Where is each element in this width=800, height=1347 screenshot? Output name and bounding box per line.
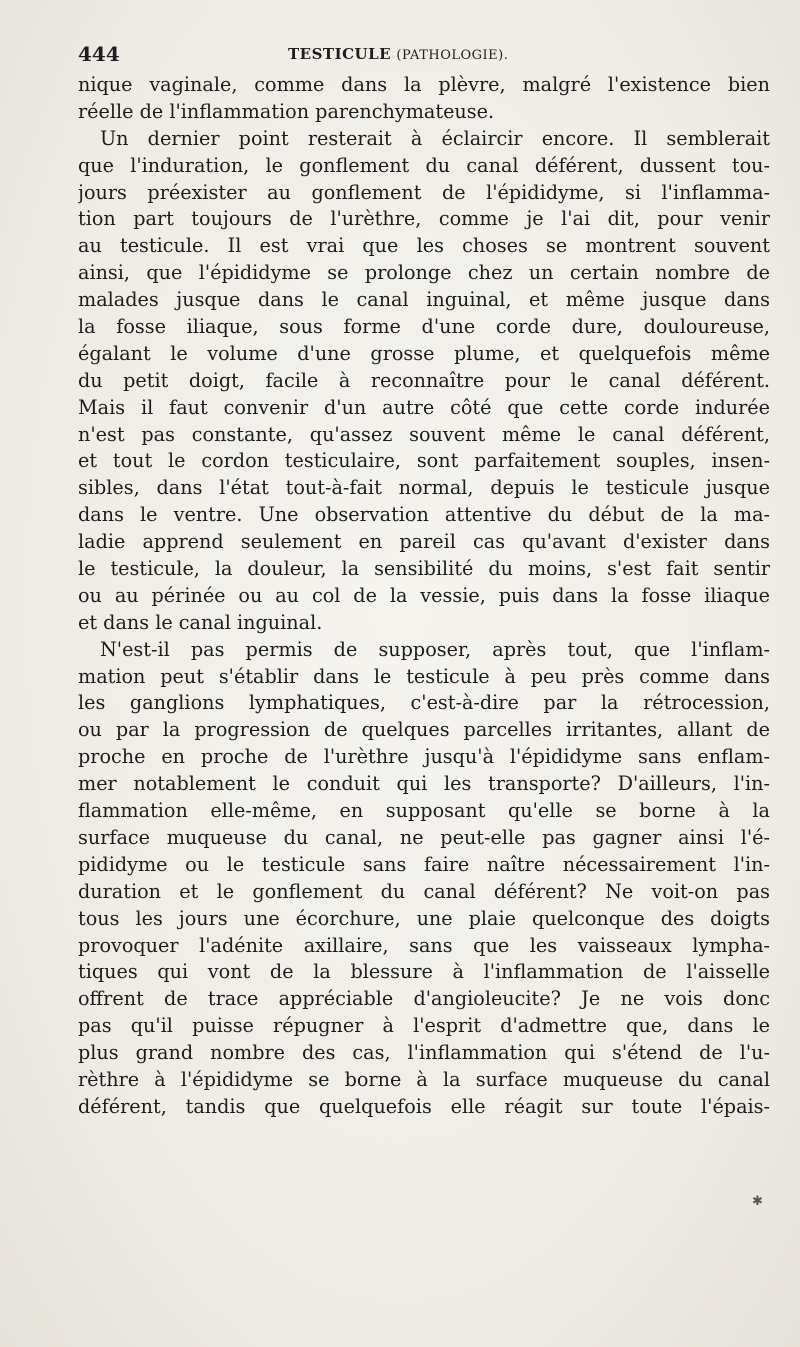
text-line: plus grand nombre des cas, l'inflammation qui s'étend de l'u- — [78, 1041, 770, 1065]
text-line: proche en proche de l'urèthre jusqu'à l'épididyme sans enflam- — [78, 745, 770, 769]
text-line: du petit doigt, facile à reconnaître pour le canal déférent. — [78, 368, 770, 392]
text-line: et tout le cordon testiculaire, sont parfaitement souples, insen- — [78, 449, 770, 473]
text-line: ou au périnée ou au col de la vessie, puis dans la fosse iliaque — [78, 583, 770, 607]
text-line: réelle de l'inflammation parenchymateuse. — [78, 99, 495, 123]
running-title — [288, 45, 508, 63]
text-line: malades jusque dans le canal inguinal, et même jusque dans — [78, 288, 770, 312]
text-line: ainsi, que l'épididyme se prolonge chez un certain nombre de — [78, 261, 770, 285]
text-line: surface muqueuse du canal, ne peut-elle pas gagner ainsi l'é- — [78, 825, 770, 849]
text-line: tiques qui vont de la blessure à l'inflammation de l'aisselle — [78, 960, 770, 984]
text-line: offrent de trace appréciable d'angioleucite? Je ne vois donc — [78, 987, 770, 1011]
text-line: la fosse iliaque, sous forme d'une corde dure, douloureuse, — [78, 315, 770, 339]
text-line: n'est pas constante, qu'assez souvent même le canal déférent, — [78, 422, 770, 446]
text-line: duration et le gonflement du canal déférent? Ne voit-on pas — [78, 879, 770, 903]
text-line: jours préexister au gonflement de l'épididyme, si l'inflamma- — [78, 180, 770, 204]
text-line: flammation elle-même, en supposant qu'elle se borne à la — [78, 799, 770, 823]
text-line: tous les jours une écorchure, une plaie quelconque des doigts — [78, 906, 770, 930]
text-line: sibles, dans l'état tout-à-fait normal, depuis le testicule jusque — [78, 476, 770, 500]
text-line: rèthre à l'épididyme se borne à la surface muqueuse du canal — [78, 1067, 770, 1091]
running-header — [78, 42, 770, 72]
text-line: nique vaginale, comme dans la plèvre, malgré l'existence bien — [78, 73, 770, 96]
page-number: 444 — [78, 42, 120, 66]
text-line: et dans le canal inguinal. — [78, 610, 323, 634]
text-line: ou par la progression de quelques parcelles irritantes, allant de — [78, 718, 770, 742]
text-line: que l'induration, le gonflement du canal déférent, dussent tou- — [78, 153, 770, 177]
text-line: déférent, tandis que quelquefois elle réagit sur toute l'épais- — [78, 1094, 770, 1118]
text-line: les ganglions lymphatiques, c'est-à-dire par la rétrocession, — [78, 691, 770, 715]
running-title-main: TESTICULE — [288, 45, 392, 63]
text-line: pas qu'il puisse répugner à l'esprit d'admettre que, dans le — [78, 1014, 770, 1038]
ink-speck-mark: ✱ — [752, 1194, 763, 1209]
running-title-sub: (PATHOLOGIE). — [396, 48, 509, 63]
text-line: N'est-il pas permis de supposer, après tout, que l'inflam- — [100, 637, 770, 661]
text-line: dans le ventre. Une observation attentive du début de la ma- — [78, 503, 770, 527]
text-line: le testicule, la douleur, la sensibilité du moins, s'est fait sentir — [78, 557, 770, 581]
text-line: mation peut s'établir dans le testicule à peu près comme dans — [78, 664, 770, 688]
text-line: Mais il faut convenir d'un autre côté que cette corde indurée — [78, 395, 770, 419]
text-line: mer notablement le conduit qui les transporte? D'ailleurs, l'in- — [78, 772, 770, 796]
text-line: égalant le volume d'une grosse plume, et quelquefois même — [78, 341, 770, 365]
text-line: provoquer l'adénite axillaire, sans que les vaisseaux lympha- — [78, 933, 770, 957]
text-line: pididyme ou le testicule sans faire naître nécessairement l'in- — [78, 852, 770, 876]
text-line: ladie apprend seulement en pareil cas qu'avant d'exister dans — [78, 530, 770, 554]
text-line: au testicule. Il est vrai que les choses se montrent souvent — [78, 234, 770, 258]
text-line: Un dernier point resterait à éclaircir encore. Il semblerait — [100, 126, 770, 150]
body-text — [78, 72, 770, 1121]
text-line: tion part toujours de l'urèthre, comme je l'ai dit, pour venir — [78, 207, 770, 231]
